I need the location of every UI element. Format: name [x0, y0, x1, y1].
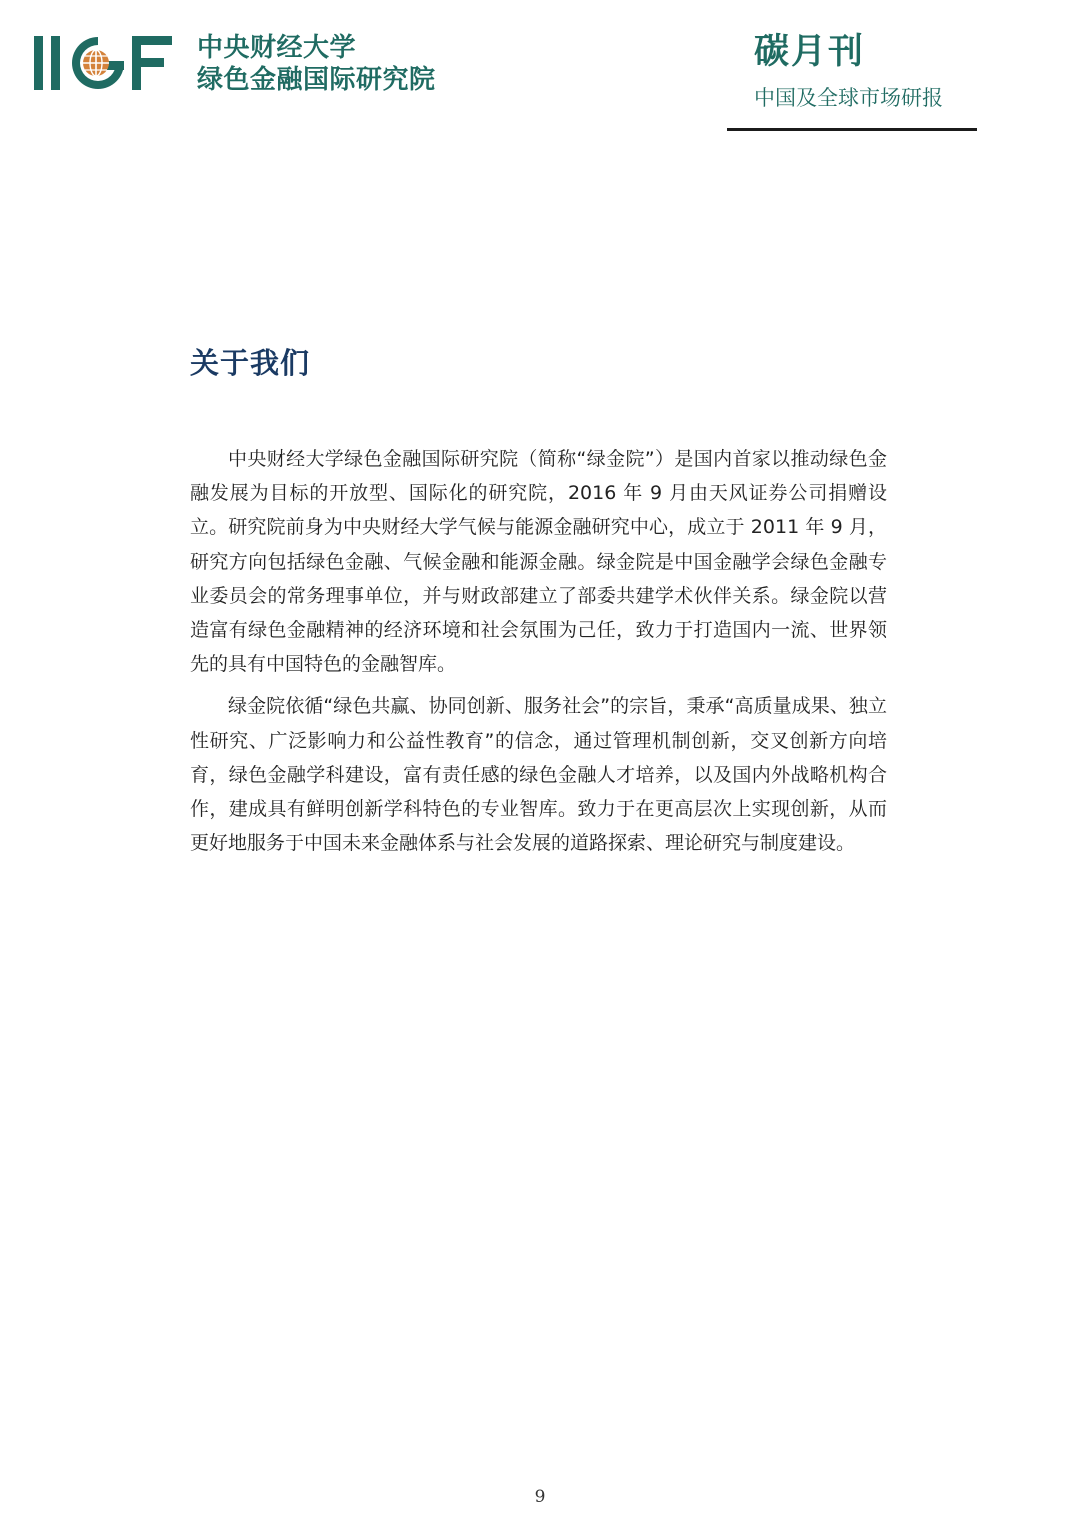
organization-name-line1: 中央财经大学	[197, 33, 357, 63]
globe-g-mark	[72, 37, 125, 89]
paragraph: 绿金院依循“绿色共赢、协同创新、服务社会”的宗旨，秉承“高质量成果、独立性研究、广泛影响力和公益性教育”的信念，通过管理机制创新，交叉创新方向培育，绿色金融学科建设，富有责任感的绿色金融人才培养，以及国内外战略机构合作，建成具有鲜明创新学科特色的专业智库。致力于在更高层次上实现创新，从而更好地服务于中国未来金融体系与社会发展的道路探索、理论研究与制度建设。	[190, 695, 887, 855]
iigf-logo	[32, 32, 177, 94]
page-number: 9	[534, 1487, 546, 1507]
organization-name	[197, 32, 436, 96]
publication-subtitle: 中国及全球市场研报	[754, 86, 943, 110]
paragraph: 中央财经大学绿色金融国际研究院（简称“绿金院”）是国内首家以推动绿色金融发展为目标的开放型、国际化的研究院，2016 年 9 月由天风证券公司捐赠设立。研究院前身为中央财经大学气候与能源金融研究中心，成立于 2011 年 9 月，研究方向包括绿色金融、气候金融和能源金融。绿金院是中国金融学会绿色金融专业委员会的常务理事单位，并与财政部建立了部委共建学术伙伴关系。绿金院以营造富有绿色金融精神的经济环境和社会氛围为己任，致力于打造国内一流、世界领先的具有中国特色的金融智库。	[190, 448, 887, 676]
header-rule	[727, 128, 977, 131]
section-title: 关于我们	[190, 346, 311, 380]
publication-title: 碳月刊	[754, 32, 866, 72]
organization-name-line2: 绿色金融国际研究院	[197, 65, 436, 95]
section-body	[190, 442, 887, 868]
